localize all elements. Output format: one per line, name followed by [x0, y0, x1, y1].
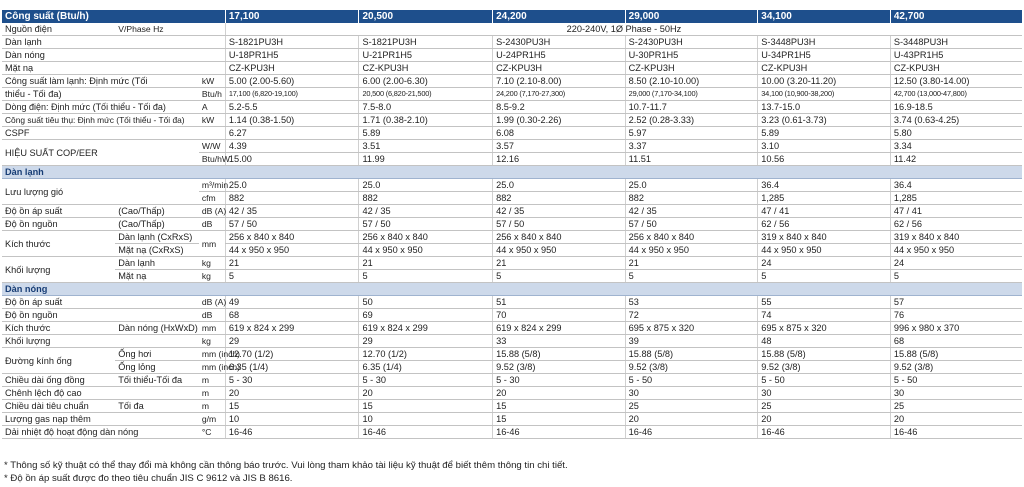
value-cell: 62 / 56 — [890, 218, 1022, 231]
row-unit: kW — [199, 75, 226, 88]
value-cell: 5 - 50 — [890, 374, 1022, 387]
row-label: Chiều dài tiêu chuẩn — [2, 400, 115, 413]
value-cell: 34,100 (10,900-38,200) — [758, 88, 891, 101]
value-cell: S-2430PU3H — [625, 36, 758, 49]
value-cell: 25 — [625, 400, 758, 413]
row-unit: m — [199, 387, 226, 400]
value-cell: 1.71 (0.38-2.10) — [359, 114, 493, 127]
value-cell: 1,285 — [758, 192, 891, 205]
row-label: Lượng gas nạp thêm — [2, 413, 199, 426]
row-unit: m — [199, 374, 226, 387]
value-cell: 51 — [493, 296, 626, 309]
value-cell: 44 x 950 x 950 — [758, 244, 891, 257]
row-pipe_length — [2, 374, 1022, 387]
value-cell: 42 / 35 — [225, 205, 359, 218]
row-unit: mm — [199, 231, 226, 257]
row-sublabel: Tối thiểu-Tối đa — [115, 374, 199, 387]
value-cell: 9.52 (3/8) — [625, 361, 758, 374]
row-sublabel: Ống lỏng — [115, 361, 199, 374]
value-cell: 42 / 35 — [359, 205, 493, 218]
row-current — [2, 101, 1022, 114]
value-cell: 5 — [890, 270, 1022, 283]
value-cell: 29 — [359, 335, 493, 348]
header-label: Công suất (Btu/h) — [2, 10, 225, 23]
value-cell: 30 — [890, 387, 1022, 400]
value-cell: 6.08 — [493, 127, 626, 140]
row-sublabel: (Cao/Thấp) — [115, 218, 199, 231]
row-unit: Btu/h — [199, 88, 226, 101]
row-unit: mm — [199, 322, 226, 335]
value-cell: 20 — [225, 387, 359, 400]
value-cell: 3.23 (0.61-3.73) — [758, 114, 891, 127]
value-cell: 29 — [225, 335, 359, 348]
value-cell: 44 x 950 x 950 — [225, 244, 359, 257]
value-cell: 57 — [890, 296, 1022, 309]
value-cell: 5 - 30 — [359, 374, 493, 387]
value-cell: 882 — [493, 192, 626, 205]
value-cell: 256 x 840 x 840 — [359, 231, 493, 244]
row-label: Công suất tiêu thụ: Định mức (Tối thiểu - Tối đa) — [2, 114, 199, 127]
value-cell: 9.52 (3/8) — [890, 361, 1022, 374]
value-cell: 25.0 — [625, 179, 758, 192]
value-cell: S-3448PU3H — [758, 36, 891, 49]
value-cell: 15.88 (5/8) — [890, 348, 1022, 361]
value-cell: 11.42 — [890, 153, 1022, 166]
row-label: Dàn lạnh — [2, 36, 225, 49]
value-cell: CZ-KPU3H — [758, 62, 891, 75]
value-cell: S-2430PU3H — [493, 36, 626, 49]
value-cell: 695 x 875 x 320 — [758, 322, 891, 335]
value-cell: U-21PR1H5 — [359, 49, 493, 62]
value-cell: 21 — [225, 257, 359, 270]
value-cell: 16-46 — [890, 426, 1022, 439]
value-cell: 20 — [493, 387, 626, 400]
value-cell: 25.0 — [359, 179, 493, 192]
capacity-header: 20,500 — [359, 10, 493, 23]
row-unit: mm (inch) — [199, 361, 226, 374]
value-cell: 5.00 (2.00-5.60) — [225, 75, 359, 88]
value-cell: 16-46 — [359, 426, 493, 439]
value-cell: 5 — [625, 270, 758, 283]
section-indoor — [2, 166, 1022, 179]
row-sublabel: Mặt nạ — [115, 270, 199, 283]
value-cell: 12.16 — [493, 153, 626, 166]
value-cell: 69 — [359, 309, 493, 322]
value-cell: 12.70 (1/2) — [225, 348, 359, 361]
row-pipe — [2, 348, 1022, 361]
value-cell: 33 — [493, 335, 626, 348]
value-cell: 9.52 (3/8) — [493, 361, 626, 374]
value-cell: 2.52 (0.28-3.33) — [625, 114, 758, 127]
value-cell: 15 — [359, 400, 493, 413]
value-cell: 24 — [890, 257, 1022, 270]
row-label: Độ ồn nguồn — [2, 309, 199, 322]
value-cell: 15.88 (5/8) — [758, 348, 891, 361]
value-cell: 36.4 — [890, 179, 1022, 192]
value-cell: 1,285 — [890, 192, 1022, 205]
row-gas_charge — [2, 413, 1022, 426]
value-cell: 10.7-11.7 — [625, 101, 758, 114]
value-cell: CZ-KPU3H — [493, 62, 626, 75]
row-label: Độ ồn nguồn — [2, 218, 115, 231]
value-cell: 20 — [890, 413, 1022, 426]
row-unit: m — [199, 400, 226, 413]
value-cell: 10.56 — [758, 153, 891, 166]
value-cell: 11.99 — [359, 153, 493, 166]
value-cell: 319 x 840 x 840 — [890, 231, 1022, 244]
row-label: Mặt nạ — [2, 62, 225, 75]
value-cell: 8.5-9.2 — [493, 101, 626, 114]
value-cell: 47 / 41 — [890, 205, 1022, 218]
value-cell: 16-46 — [758, 426, 891, 439]
value-cell: 882 — [359, 192, 493, 205]
row-label: Khối lượng — [2, 257, 115, 283]
capacity-header: 42,700 — [890, 10, 1022, 23]
row-label: Đường kính ống — [2, 348, 115, 374]
value-cell: U-30PR1H5 — [625, 49, 758, 62]
value-cell: 5.80 — [890, 127, 1022, 140]
value-cell: U-43PR1H5 — [890, 49, 1022, 62]
row-label: Dàn nóng — [2, 49, 225, 62]
value-cell: S-1821PU3H — [225, 36, 359, 49]
row-unit: kg — [199, 257, 226, 270]
row-label: Chiều dài ống đồng — [2, 374, 115, 387]
value-cell: 3.74 (0.63-4.25) — [890, 114, 1022, 127]
value-cell: 6.00 (2.00-6.30) — [359, 75, 493, 88]
section-title: Dàn nóng — [2, 283, 1022, 296]
row-label: Độ ồn áp suất — [2, 205, 115, 218]
value-cell: 7.10 (2.10-8.00) — [493, 75, 626, 88]
value-cell: 42 / 35 — [625, 205, 758, 218]
value-cell: 16-46 — [625, 426, 758, 439]
value-cell: 996 x 980 x 370 — [890, 322, 1022, 335]
value-cell: 20 — [359, 387, 493, 400]
value-cell: 15 — [225, 400, 359, 413]
value-cell: 21 — [359, 257, 493, 270]
value-cell: 24 — [758, 257, 891, 270]
value-cell: CZ-KPU3H — [625, 62, 758, 75]
value-cell: 25.0 — [225, 179, 359, 192]
value-cell: 74 — [758, 309, 891, 322]
value-cell: 20 — [758, 413, 891, 426]
value-cell: 57 / 50 — [225, 218, 359, 231]
row-label: Kích thước — [2, 322, 115, 335]
row-power_input — [2, 114, 1022, 127]
value-cell: 619 x 824 x 299 — [359, 322, 493, 335]
row-label: HIỆU SUẤT COP/EER — [2, 140, 199, 166]
value-cell: 5 - 50 — [758, 374, 891, 387]
value-cell: 25 — [890, 400, 1022, 413]
value-cell: CZ-KPU3H — [225, 62, 359, 75]
value-cell: 3.51 — [359, 140, 493, 153]
value-cell: U-24PR1H5 — [493, 49, 626, 62]
value-cell: 5 — [493, 270, 626, 283]
row-sublabel: Tối đa — [115, 400, 199, 413]
value-cell: 5.89 — [359, 127, 493, 140]
row-label: thiểu - Tối đa) — [2, 88, 199, 101]
value-cell: 5.2-5.5 — [225, 101, 359, 114]
value-cell: 256 x 840 x 840 — [225, 231, 359, 244]
value-cell: U-34PR1H5 — [758, 49, 891, 62]
value-cell: 5 - 30 — [225, 374, 359, 387]
capacity-header: 24,200 — [493, 10, 626, 23]
value-cell: CZ-KPU3H — [890, 62, 1022, 75]
row-cop — [2, 140, 1022, 153]
footnote: * Thông số kỹ thuật có thể thay đổi mà không cần thông báo trước. Vui lòng tham khảo tài liệu kỹ thuật để biết thêm thông tin chi tiết. — [4, 460, 568, 471]
row-cooling_btu — [2, 88, 1022, 101]
row-unit: A — [199, 101, 226, 114]
value-cell: 619 x 824 x 299 — [493, 322, 626, 335]
value-cell: 16.9-18.5 — [890, 101, 1022, 114]
value-cell: 256 x 840 x 840 — [625, 231, 758, 244]
value-cell: 16-46 — [225, 426, 359, 439]
value-cell: 13.7-15.0 — [758, 101, 891, 114]
value-cell: 20,500 (6,820-21,500) — [359, 88, 493, 101]
row-power — [2, 23, 1022, 36]
value-cell: 11.51 — [625, 153, 758, 166]
value-cell: 5 - 50 — [625, 374, 758, 387]
row-label: Công suất làm lạnh: Định mức (Tối — [2, 75, 199, 88]
row-unit: dB — [199, 218, 226, 231]
value-cell: 15.00 — [225, 153, 359, 166]
row-label: Khối lượng — [2, 335, 199, 348]
value-cell: 7.5-8.0 — [359, 101, 493, 114]
value-cell: 619 x 824 x 299 — [225, 322, 359, 335]
row-temp_range — [2, 426, 1022, 439]
value-cell: 5 — [225, 270, 359, 283]
value-cell: 25.0 — [493, 179, 626, 192]
row-unit: dB (A) — [199, 296, 226, 309]
row-label: Kích thước — [2, 231, 115, 257]
footnote: * Độ ồn áp suất được đo theo tiêu chuẩn JIS C 9612 và JIS B 8616. — [4, 472, 293, 484]
value-cell: 1.14 (0.38-1.50) — [225, 114, 359, 127]
value-cell: 36.4 — [758, 179, 891, 192]
capacity-header: 29,000 — [625, 10, 758, 23]
power-value: 220-240V, 1Ø Phase - 50Hz — [225, 23, 1022, 36]
value-cell: 10 — [359, 413, 493, 426]
value-cell: 68 — [890, 335, 1022, 348]
value-cell: 319 x 840 x 840 — [758, 231, 891, 244]
value-cell: 15.88 (5/8) — [493, 348, 626, 361]
row-unit: Btu/hW — [199, 153, 226, 166]
row-cspf — [2, 127, 1022, 140]
value-cell: 15 — [493, 413, 626, 426]
value-cell: 62 / 56 — [758, 218, 891, 231]
row-pipe-liquid — [2, 361, 1022, 374]
row-sublabel: Mặt nạ (CxRxS) — [115, 244, 199, 257]
row-sublabel: Ống hơi — [115, 348, 199, 361]
capacity-header: 34,100 — [758, 10, 891, 23]
value-cell: 6.27 — [225, 127, 359, 140]
value-cell: 68 — [225, 309, 359, 322]
value-cell: 15.88 (5/8) — [625, 348, 758, 361]
value-cell: 21 — [493, 257, 626, 270]
value-cell: 53 — [625, 296, 758, 309]
value-cell: 5.97 — [625, 127, 758, 140]
row-cooling_kw — [2, 75, 1022, 88]
row-dimensions — [2, 231, 1022, 244]
value-cell: 5 - 30 — [493, 374, 626, 387]
row-unit: cfm — [199, 192, 226, 205]
value-cell: 3.57 — [493, 140, 626, 153]
value-cell: 5.89 — [758, 127, 891, 140]
value-cell: 30 — [758, 387, 891, 400]
row-sublabel: Dàn nóng (HxWxD) — [115, 322, 199, 335]
row-in-weight-panel — [2, 270, 1022, 283]
value-cell: 17,100 (6,820-19,100) — [225, 88, 359, 101]
value-cell: 25 — [758, 400, 891, 413]
row-sublabel: Dàn lạnh (CxRxS) — [115, 231, 199, 244]
value-cell: 44 x 950 x 950 — [359, 244, 493, 257]
value-cell: 42,700 (13,000-47,800) — [890, 88, 1022, 101]
value-cell: 44 x 950 x 950 — [625, 244, 758, 257]
value-cell: 5 — [359, 270, 493, 283]
row-out_power_noise — [2, 309, 1022, 322]
value-cell: 39 — [625, 335, 758, 348]
row-label: Chênh lệch độ cao — [2, 387, 199, 400]
value-cell: 6.35 (1/4) — [359, 361, 493, 374]
row-outdoor_model — [2, 49, 1022, 62]
row-out_pressure_noise — [2, 296, 1022, 309]
value-cell: 8.50 (2.10-10.00) — [625, 75, 758, 88]
row-sublabel: Dàn lạnh — [115, 257, 199, 270]
row-unit: mm (inch) — [199, 348, 226, 361]
value-cell: 42 / 35 — [493, 205, 626, 218]
row-unit: kg — [199, 335, 226, 348]
row-label: Độ ồn áp suất — [2, 296, 199, 309]
capacity-header: 17,100 — [225, 10, 359, 23]
value-cell: 57 / 50 — [359, 218, 493, 231]
row-std_length — [2, 400, 1022, 413]
value-cell: 16-46 — [493, 426, 626, 439]
value-cell: 695 x 875 x 320 — [625, 322, 758, 335]
row-label: Dòng điện: Định mức (Tối thiểu - Tối đa) — [2, 101, 199, 114]
row-in_pressure_noise — [2, 205, 1022, 218]
row-unit: kW — [199, 114, 226, 127]
row-out_dimensions — [2, 322, 1022, 335]
header-row — [2, 10, 1022, 23]
row-unit: m³/min — [199, 179, 226, 192]
value-cell: 50 — [359, 296, 493, 309]
row-in_power_noise — [2, 218, 1022, 231]
value-cell: 57 / 50 — [625, 218, 758, 231]
value-cell: 76 — [890, 309, 1022, 322]
value-cell: 4.39 — [225, 140, 359, 153]
row-unit: W/W — [199, 140, 226, 153]
value-cell: 44 x 950 x 950 — [890, 244, 1022, 257]
row-unit: dB — [199, 309, 226, 322]
value-cell: 5 — [758, 270, 891, 283]
value-cell: 9.52 (3/8) — [758, 361, 891, 374]
row-indoor_model — [2, 36, 1022, 49]
row-unit: g/m — [199, 413, 226, 426]
value-cell: 55 — [758, 296, 891, 309]
value-cell: U-18PR1H5 — [225, 49, 359, 62]
value-cell: 44 x 950 x 950 — [493, 244, 626, 257]
row-elevation — [2, 387, 1022, 400]
spec-table — [2, 10, 1022, 439]
value-cell: CZ-KPU3H — [359, 62, 493, 75]
value-cell: S-3448PU3H — [890, 36, 1022, 49]
value-cell: 10 — [225, 413, 359, 426]
value-cell: 15 — [493, 400, 626, 413]
section-outdoor — [2, 283, 1022, 296]
row-unit: kg — [199, 270, 226, 283]
row-unit: V/Phase Hz — [115, 23, 225, 36]
row-label: Dải nhiệt độ hoạt động dàn nóng — [2, 426, 199, 439]
row-panel_model — [2, 62, 1022, 75]
row-dimensions-panel — [2, 244, 1022, 257]
value-cell: 3.34 — [890, 140, 1022, 153]
value-cell: 24,200 (7,170-27,300) — [493, 88, 626, 101]
row-label: CSPF — [2, 127, 225, 140]
row-unit: °C — [199, 426, 226, 439]
value-cell: 1.99 (0.30-2.26) — [493, 114, 626, 127]
footnotes — [4, 460, 568, 485]
row-sublabel: (Cao/Thấp) — [115, 205, 199, 218]
value-cell: 10.00 (3.20-11.20) — [758, 75, 891, 88]
row-airflow — [2, 179, 1022, 192]
section-title: Dàn lạnh — [2, 166, 1022, 179]
value-cell: 29,000 (7,170-34,100) — [625, 88, 758, 101]
value-cell: 256 x 840 x 840 — [493, 231, 626, 244]
row-out_weight — [2, 335, 1022, 348]
value-cell: 3.10 — [758, 140, 891, 153]
value-cell: 49 — [225, 296, 359, 309]
row-label: Nguồn điện — [2, 23, 115, 36]
value-cell: 21 — [625, 257, 758, 270]
row-unit: dB (A) — [199, 205, 226, 218]
value-cell: 48 — [758, 335, 891, 348]
value-cell: 70 — [493, 309, 626, 322]
value-cell: 6.35 (1/4) — [225, 361, 359, 374]
value-cell: 882 — [625, 192, 758, 205]
value-cell: 12.50 (3.80-14.00) — [890, 75, 1022, 88]
value-cell: 57 / 50 — [493, 218, 626, 231]
value-cell: 3.37 — [625, 140, 758, 153]
value-cell: 882 — [225, 192, 359, 205]
value-cell: 30 — [625, 387, 758, 400]
value-cell: 20 — [625, 413, 758, 426]
value-cell: 47 / 41 — [758, 205, 891, 218]
value-cell: S-1821PU3H — [359, 36, 493, 49]
row-label: Lưu lượng gió — [2, 179, 199, 205]
value-cell: 12.70 (1/2) — [359, 348, 493, 361]
value-cell: 72 — [625, 309, 758, 322]
row-in-weight — [2, 257, 1022, 270]
